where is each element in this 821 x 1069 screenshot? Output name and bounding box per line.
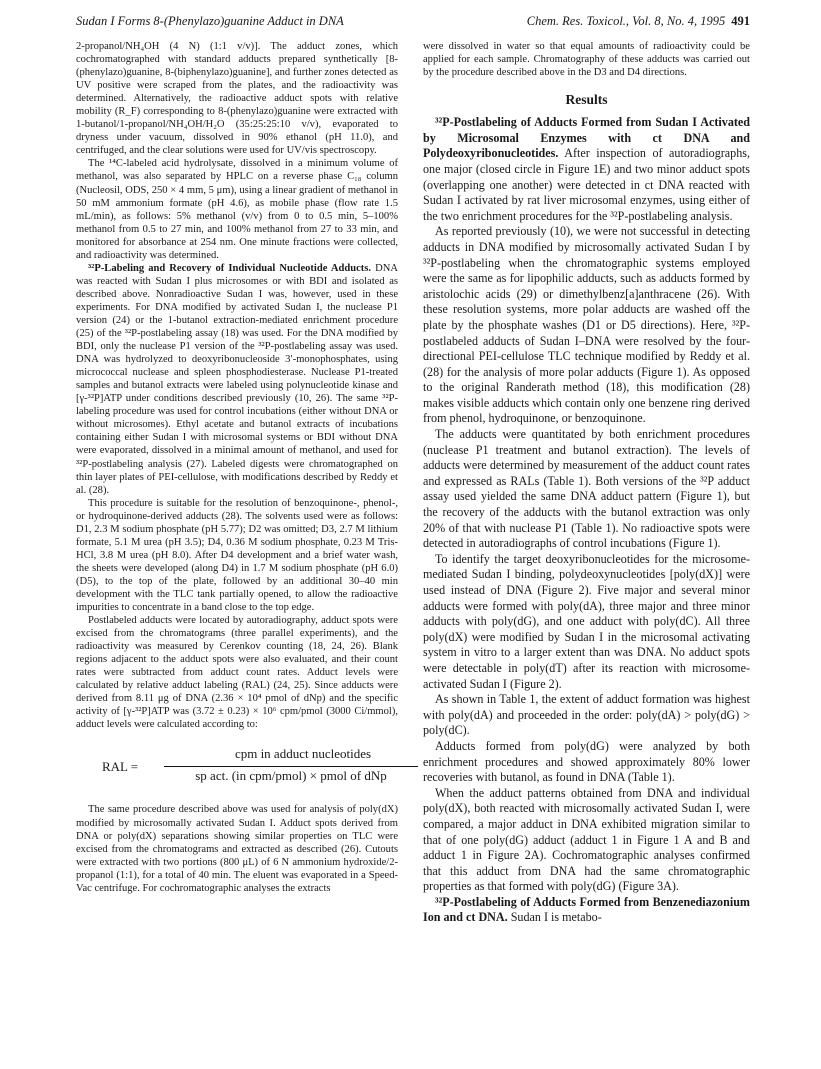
paragraph — [76, 262, 398, 497]
section-title-results: Results — [565, 92, 608, 108]
paragraph-body: After inspection of autoradiographs, one major (closed circle in Figure 1E) and two minor adduct spots (overlapping one another) were detected in ct DNA reacted with Sudan I activated by rat liver microsomal enzymes, using either of the two enrichment procedures for the ³²P-postlabeling analysis. — [423, 146, 750, 223]
paragraph: Postlabeled adducts were located by autoradiography, adduct spots were excised from the chromatograms (three parallel experiments), and the radioactivity was measured by Cerenkov counting (18, 24, 26). Blank regions adjacent to the adduct spots were also evaluated, and their count rates were subtracted from adduct count rates. Adduct levels were calculated by relative adduct labeling (RAL) (24, 25). Since adducts were derived from 8.11 μg of DNA (2.36 × 10⁴ pmol of dNp) and the specific activity of [γ-³²P]ATP was (3.72 ± 0.23) × 10⁶ cpm/pmol (3000 Ci/mmol), adduct levels were calculated according to: — [76, 615, 398, 731]
paragraph-body: DNA was reacted with Sudan I plus microsomes or with BDI and isolated as described above. Nonradioactive Sudan I was, however, used in these experiments. For DNA modified by activated Sudan I, the nuclease P1 version (24) or the 1-butanol extraction-mediated enrichment procedure (25) of the ³²P-postlabeling assay (18) was used. For the DNA modified by BDI, only the nuclease P1 version of the ³²P-postlabeling assay was used. DNA was hydrolyzed to deoxyribonucleoside 3′-monophosphates, using micrococcal nuclease and spleen phosphodiesterase. Nuclease P1-treated samples and butanol extracts were labeled using polynucleotide kinase and [γ-³²P]ATP under conditions described previously (10, 26). The same ³²P-labeling procedure was used for control incubations (either without DNA or without microsomes). Ethyl acetate and butanol extracts of incubations containing either Sudan I with microsomal systems or BDI without DNA were evaporated, dissolved in a minimal amount of methanol, and used for ³²P-postlabeling analysis (27). Labeled digests were chromatographed on thin layer plates of PEI-cellulose, with modifications described by Reddy et al. (28). — [76, 262, 398, 496]
equation-denominator: sp act. (in cpm/pmol) × pmol of dNp — [195, 768, 387, 784]
paragraph — [423, 115, 750, 224]
paragraph: Adducts formed from poly(dG) were analyzed by both enrichment procedures and showed approximately 80% lower recoveries with butanol, as found in DNA (Table 1). — [423, 738, 750, 785]
fraction-bar — [164, 766, 418, 767]
section-heading: ³²P-Postlabeling of Adducts Formed from Sudan I Activated by Microsomal Enzymes with ct DNA and Polydeoxyribonucleotides. — [423, 115, 750, 161]
page-number: 491 — [731, 14, 750, 28]
equation-numerator: cpm in adduct nucleotides — [234, 746, 372, 762]
section-heading: ³²P-Labeling and Recovery of Individual Nucleotide Adducts. — [88, 262, 372, 274]
paragraph: As reported previously (10), we were not successful in detecting adducts in DNA modified by microsomally activated Sudan I by ³²P-postlabeling when the chromatographic systems employed were the same as for lipophilic adducts, such as adducts formed by aristolochic acids (29) or dimethylbenz[a]anthracene (26). With these resolution systems, more polar adducts are washed off the plate by the phosphate washes (D1 or D5 directions). Here, ³²P-postlabeled adducts of Sudan I–DNA were resolved by the four-directional PEI-cellulose TLC technique modified by Reddy et al. (28) for the analysis of more polar adducts (Figure 1). As opposed to the original Randerath method (18), this modification (28) makes visible adducts which contain only one benzene ring derived from phenol, hydroquinone, or benzoquinone. — [423, 224, 750, 426]
paragraph-body: Sudan I is metabo- — [510, 910, 602, 925]
paragraph — [423, 895, 750, 926]
paragraph: When the adduct patterns obtained from DNA and individual poly(dX), both reacted with microsomally activated Sudan I, were compared, a major adduct in DNA exhibited migration similar to that of one poly(dG) adduct (adduct 1 in Figure 1 A and B and adduct 1 in Figure 2A). Cochromatographic analyses confirmed that this adduct from DNA had the same chromatographic properties as that formed with poly(dG) (Figure 3A). — [423, 785, 750, 894]
paragraph: The adducts were quantitated by both enrichment procedures (nuclease P1 treatment and butanol extraction). The levels of adducts were determined by measurement of the adduct count rates and expressed as RALs (Table 1). Both versions of the ³²P adduct assay used yielded the same DNA adduct pattern (Figure 1), but the recovery of the adducts with the butanol extraction was only 20% of that with nuclease P1 (Table 1). No radioactive spots were detected in autoradiographs of control incubations (Figure 1). — [423, 427, 750, 551]
ral-equation — [76, 747, 398, 791]
paragraph: To identify the target deoxyribonucleotides for the microsome-mediated Sudan I binding, polydeoxynucleotides [poly(dX)] were used instead of DNA (Figure 2). Five major and several minor adducts were formed with poly(dA), three major and three minor adducts with poly(dG), and one adduct with poly(dC). All three poly(dX) were modified by Sudan I in the microsomal activating system in vitro to a larger extent than was DNA. No adduct spots were detectable in poly(dT) after its reaction with microsome-activated Sudan I (Figure 2). — [423, 551, 750, 691]
section-heading: ³²P-Postlabeling of Adducts Formed from Benzenediazonium Ion and ct DNA. — [423, 894, 750, 925]
equation-lhs: RAL = — [102, 759, 139, 775]
paragraph: 2-propanol/NH₄OH (4 N) (1:1 v/v)]. The adduct zones, which cochromatographed with standard adducts prepared synthetically [8-(phenylazo)guanine, 8-(biphenylazo)guanine], and further zones detected as UV positive were scraped from the plates, and the radioactivity was determined. Alternatively, the radioactive adduct spots with relative mobility (R_F) corresponding to 8-(phenylazo)guanine were extracted with 1-butanol/1-propanol/NH₄OH/H₂O (35:25:25:10 v/v), evaporated to dryness under vacuum, dissolved in 90% ethanol (pH 11.0), and centrifuged, and the clear solutions were used for UV/vis spectroscopy. — [76, 41, 398, 157]
journal-citation — [527, 14, 750, 29]
running-header — [76, 14, 750, 34]
paragraph: The ¹⁴C-labeled acid hydrolysate, dissolved in a minimum volume of methanol, was also separated by HPLC on a reverse phase C₁₈ column (Nucleosil, ODS, 250 × 4 mm, 5 μm), using a linear gradient of methanol in 50 mM ammonium formate (pH 4.6), as mobile phase (flow rate 1.5 mL/min), as follows: 5% methanol (v/v) from 0 to 0.5 min, 5–100% methanol from 0.5 to 27 min, and 100% methanol from 27 to 33 min, and monitored for absorbance at 254 nm. One minute fractions were collected, and radioactivity was determined. — [76, 158, 398, 261]
paragraph: The same procedure described above was used for analysis of poly(dX) modified by microsomally activated Sudan I. Adduct spots derived from DNA or poly(dX) separations showing similar properties on TLC were excised from the chromatograms and extracted as described (26). Cutouts were extracted with two portions (800 μL) of 6 N ammonium hydroxide/2-propanol (1:1), for a total of 40 min. The eluent was evaporated in a Speed-Vac centrifuge. For cochromatographic analyses the extracts — [76, 804, 398, 894]
paragraph: were dissolved in water so that equal amounts of radioactivity could be applied for each sample. Chromatography of these adducts was carried out by the procedure described above in the D3 and D4 directions. — [423, 41, 750, 79]
paragraph: This procedure is suitable for the resolution of benzoquinone-, phenol-, or hydroquinone-derived adducts (28). The solvents used were as follows: D1, 2.3 M sodium phosphate (pH 5.77); D2 was omitted; D3, 2.7 M lithium formate, 5.1 M urea (pH 3.5); D4, 0.36 M sodium phosphate, 0.23 M Tris-HCl, 3.8 M urea (pH 8.0). After D4 development and a brief water wash, the sheets were developed (along D4) in 1.7 M sodium phosphate (pH 6.0) (D5), to the top of the plate, followed by an additional 30–40 min development with the TLC tank partially opened, to allow the radioactive impurities to concentrate in a band close to the top edge. — [76, 497, 398, 614]
running-title: Sudan I Forms 8-(Phenylazo)guanine Adduct in DNA — [76, 14, 344, 28]
journal-name: Chem. Res. Toxicol., Vol. 8, No. 4, 1995 — [526, 14, 726, 28]
paragraph: As shown in Table 1, the extent of adduct formation was highest with poly(dA) and proceeded in the order: poly(dA) > poly(dG) > poly(dC). — [423, 692, 750, 738]
right-column — [423, 40, 750, 926]
left-column — [76, 40, 398, 895]
